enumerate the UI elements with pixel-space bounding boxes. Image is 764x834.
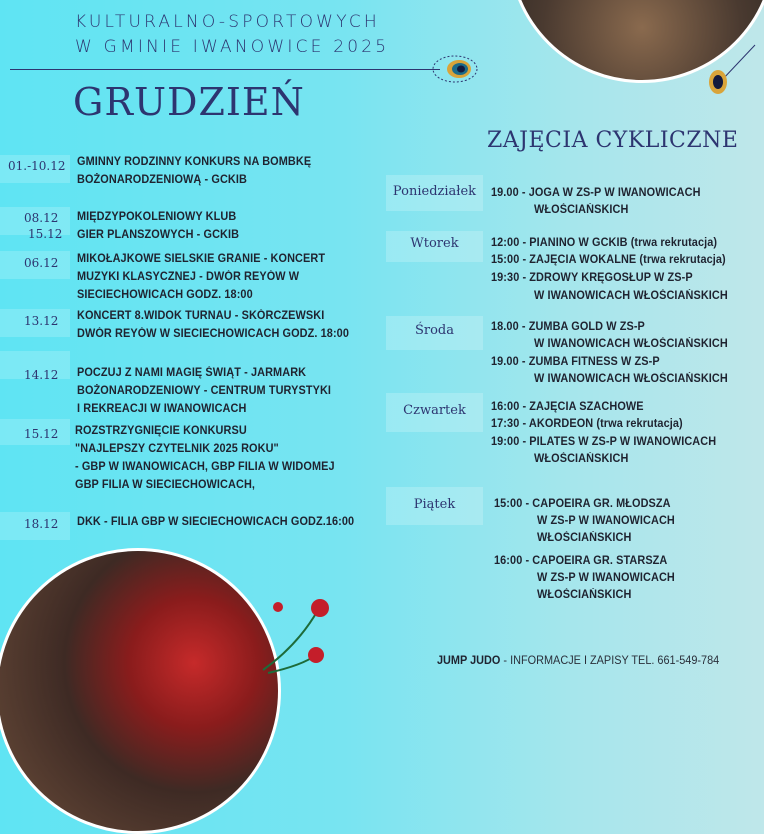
- event-text: GBP FILIA W SIECIECHOWICACH,: [75, 478, 256, 491]
- day-label: Piątek: [413, 497, 456, 512]
- event-text: ROZSTRZYGNIĘCIE KONKURSU: [75, 424, 247, 437]
- schedule-entry: 16:00 - CAPOEIRA GR. STARSZA: [494, 554, 668, 567]
- event-text: "NAJLEPSZY CZYTELNIK 2025 ROKU": [75, 442, 279, 455]
- schedule-entry: W IWANOWICACH WŁOŚCIAŃSKICH: [534, 289, 728, 302]
- event-text: - GBP W IWANOWICACH, GBP FILIA W WIDOMEJ: [75, 460, 335, 473]
- schedule-entry: 19:00 - PILATES W ZS-P W IWANOWICACH: [491, 435, 717, 448]
- schedule-entry: 12:00 - PIANINO W GCKIB (trwa rekrutacja): [491, 236, 718, 249]
- event-date: 15.12: [28, 227, 63, 241]
- schedule-entry: 19.00 - JOGA W ZS-P W IWANOWICACH: [491, 186, 701, 199]
- section-title: ZAJĘCIA CYKLICZNE: [487, 128, 739, 153]
- schedule-entry: WŁOŚCIAŃSKICH: [534, 452, 629, 465]
- event-text: DKK - FILIA GBP W SIECIECHOWICACH GODZ.16:00: [77, 515, 355, 528]
- event-text: BOŻONARODZENIOWĄ - GCKIB: [77, 173, 247, 186]
- day-label: Wtorek: [410, 236, 459, 251]
- month-title: GRUDZIEŃ: [73, 80, 305, 124]
- schedule-entry: W IWANOWICACH WŁOŚCIAŃSKICH: [534, 372, 728, 385]
- event-text: POCZUJ Z NAMI MAGIĘ ŚWIĄT - JARMARK: [77, 366, 307, 379]
- event-date: 06.12: [24, 256, 59, 270]
- day-label: Poniedziałek: [392, 184, 477, 199]
- event-date: 01.-10.12: [8, 159, 66, 173]
- event-text: MIĘDZYPOKOLENIOWY KLUB: [77, 210, 237, 223]
- event-date: 08.12: [24, 211, 59, 225]
- event-date: 18.12: [24, 517, 59, 531]
- schedule-entry: W IWANOWICACH WŁOŚCIAŃSKICH: [534, 337, 728, 350]
- peacock-feather-icon: [700, 40, 760, 100]
- footer-contact: - INFORMACJE I ZAPISY TEL. 661-549-784: [500, 654, 720, 667]
- red-flowers-icon: [258, 595, 338, 675]
- event-text: MIKOŁAJKOWE SIELSKIE GRANIE - KONCERT: [77, 252, 326, 265]
- event-text: KONCERT 8.WIDOK TURNAU - SKÓRCZEWSKI: [77, 309, 325, 322]
- schedule-entry: W ZS-P W IWANOWICACH: [537, 514, 675, 527]
- divider: [10, 69, 440, 70]
- day-label: Czwartek: [403, 403, 466, 418]
- event-date: 15.12: [24, 427, 59, 441]
- event-text: GIER PLANSZOWYCH - GCKIB: [77, 228, 240, 241]
- footer-info: [437, 654, 719, 667]
- event-text: SIECIECHOWICACH GODZ. 18:00: [77, 288, 253, 301]
- event-text: MUZYKI KLASYCZNEJ - DWÓR REYÓW W: [77, 270, 300, 283]
- peacock-feather-icon: [425, 52, 480, 86]
- header-line-1: KULTURALNO-SPORTOWYCH: [75, 12, 380, 32]
- event-date: 13.12: [24, 314, 59, 328]
- day-label: Środa: [414, 323, 455, 338]
- header-line-2: W GMINIE IWANOWICE 2025: [75, 37, 390, 57]
- event-text: I REKREACJI W IWANOWICACH: [77, 402, 247, 415]
- schedule-entry: 15:00 - ZAJĘCIA WOKALNE (trwa rekrutacja): [491, 253, 726, 266]
- schedule-entry: 18.00 - ZUMBA GOLD W ZS-P: [491, 320, 645, 333]
- schedule-entry: WŁOŚCIAŃSKICH: [537, 531, 632, 544]
- schedule-entry: WŁOŚCIAŃSKICH: [534, 203, 629, 216]
- event-text: GMINNY RODZINNY KONKURS NA BOMBKĘ: [77, 155, 312, 168]
- schedule-entry: 19.00 - ZUMBA FITNESS W ZS-P: [491, 355, 660, 368]
- schedule-entry: 15:00 - CAPOEIRA GR. MŁODSZA: [494, 497, 671, 510]
- schedule-entry: WŁOŚCIAŃSKICH: [537, 588, 632, 601]
- schedule-entry: 19:30 - ZDROWY KRĘGOSŁUP W ZS-P: [491, 271, 693, 284]
- event-text: DWÓR REYÓW W SIECIECHOWICACH GODZ. 18:00: [77, 327, 349, 340]
- santa-photo: [0, 548, 281, 834]
- schedule-entry: 17:30 - AKORDEON (trwa rekrutacja): [491, 417, 683, 430]
- event-text: BOŻONARODZENIOWY - CENTRUM TURYSTYKI: [77, 384, 332, 397]
- footer-bold: JUMP JUDO: [437, 654, 501, 667]
- event-date: 14.12: [24, 368, 59, 382]
- schedule-entry: 16:00 - ZAJĘCIA SZACHOWE: [491, 400, 644, 413]
- schedule-entry: W ZS-P W IWANOWICACH: [537, 571, 675, 584]
